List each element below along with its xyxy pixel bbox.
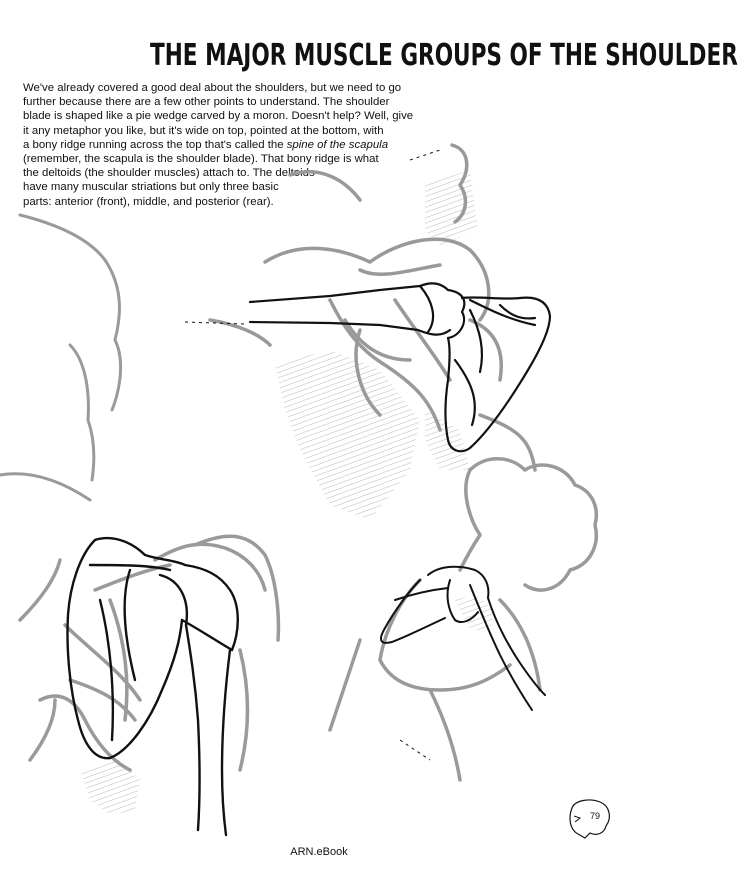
footer-credit: ARN.eBook xyxy=(290,846,348,858)
page-number: 79 xyxy=(589,811,600,821)
paragraph-line: the deltoids (the shoulder muscles) attach to. The deltoids xyxy=(23,167,315,180)
page-title: THE MAJOR MUSCLE GROUPS OF THE SHOULDER xyxy=(150,38,738,73)
paragraph-line: parts: anterior (front), middle, and posterior (rear). xyxy=(23,195,274,208)
paragraph-line: it any metaphor you like, but it's wide on top, pointed at the bottom, with xyxy=(23,124,384,137)
shoulder-top-view-drawing xyxy=(185,145,550,520)
paragraph-line: blade is shaped like a pie wedge carved by a moron. Doesn't help? Well, give xyxy=(23,110,414,123)
italic-term: spine of the scapula xyxy=(286,138,389,151)
shoulder-front-view-drawing xyxy=(20,536,278,835)
paragraph-line: (remember, the scapula is the shoulder blade). That bony ridge is what xyxy=(23,153,379,166)
paragraph-line: have many muscular striations but only three basic xyxy=(23,181,279,194)
paragraph-line: further because there are a few other points to understand. The shoulder xyxy=(23,96,390,109)
paragraph-line-start: a bony ridge running across the top that's called the xyxy=(23,138,287,151)
paragraph-line: We've already covered a good deal about the shoulders, but we need to go xyxy=(23,82,402,94)
figure-outline-left xyxy=(0,215,121,500)
